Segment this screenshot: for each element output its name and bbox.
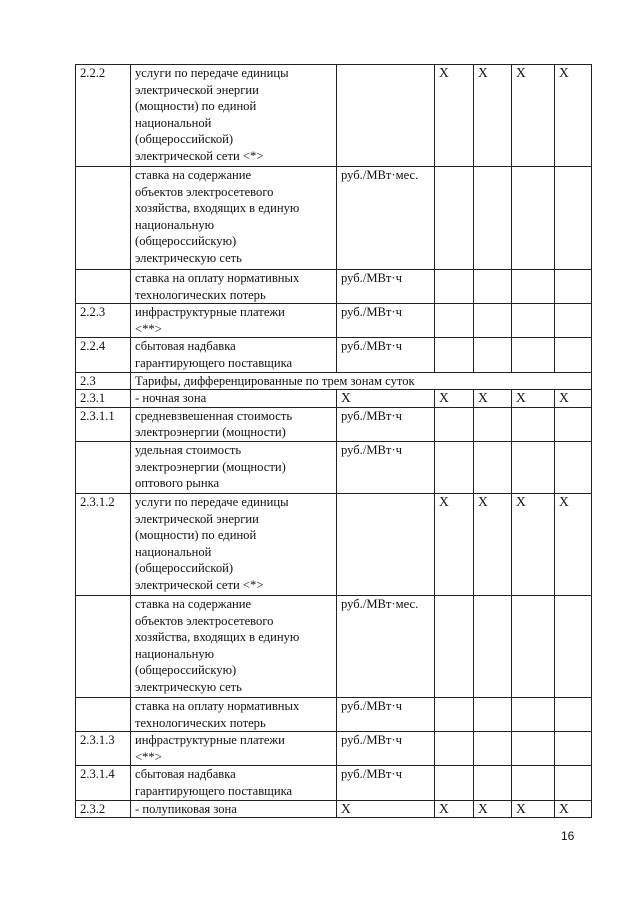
row-code: 2.2.4 <box>76 338 131 372</box>
value-cell <box>555 441 592 493</box>
value-cell: X <box>435 800 474 818</box>
row-unit: руб./МВт·ч <box>337 441 435 493</box>
table-row <box>76 493 592 595</box>
row-code <box>76 167 131 270</box>
table-row <box>76 304 592 338</box>
row-unit: руб./МВт·ч <box>337 407 435 441</box>
table-row <box>76 766 592 800</box>
tariff-table <box>75 64 592 818</box>
row-unit: руб./МВт·ч <box>337 270 435 304</box>
row-name: ставка на оплату нормативных технологических потерь <box>131 270 337 304</box>
value-cell <box>435 338 474 372</box>
row-unit: руб./МВт·ч <box>337 697 435 731</box>
row-code: 2.2.2 <box>76 65 131 167</box>
value-cell <box>555 270 592 304</box>
value-cell: X <box>435 390 474 408</box>
value-cell <box>512 441 555 493</box>
value-cell: X <box>555 65 592 167</box>
table-row <box>76 697 592 731</box>
row-code: 2.3.2 <box>76 800 131 818</box>
tariff-table-body <box>76 65 592 818</box>
value-cell <box>555 167 592 270</box>
value-cell <box>555 595 592 697</box>
row-code: 2.2.3 <box>76 304 131 338</box>
value-cell <box>555 697 592 731</box>
value-cell <box>512 304 555 338</box>
value-cell <box>435 697 474 731</box>
value-cell <box>435 407 474 441</box>
row-name: - полупиковая зона <box>131 800 337 818</box>
value-cell <box>474 338 512 372</box>
table-row <box>76 441 592 493</box>
row-name: сбытовая надбавка гарантирующего поставщика <box>131 766 337 800</box>
value-cell <box>435 304 474 338</box>
row-unit: руб./МВт·ч <box>337 304 435 338</box>
row-name: услуги по передаче единицы электрической энергии (мощности) по единой национальной (общероссийской) электрической сети <*> <box>131 65 337 167</box>
row-name: - ночная зона <box>131 390 337 408</box>
value-cell <box>435 766 474 800</box>
row-unit: руб./МВт·ч <box>337 766 435 800</box>
row-code <box>76 697 131 731</box>
value-cell: X <box>512 65 555 167</box>
table-row <box>76 800 592 818</box>
row-unit: X <box>337 800 435 818</box>
row-unit: руб./МВт·мес. <box>337 595 435 697</box>
row-unit: руб./МВт·ч <box>337 338 435 372</box>
row-name: инфраструктурные платежи <**> <box>131 304 337 338</box>
table-row <box>76 732 592 766</box>
value-cell <box>512 766 555 800</box>
value-cell <box>512 595 555 697</box>
row-name: инфраструктурные платежи <**> <box>131 732 337 766</box>
value-cell <box>435 270 474 304</box>
value-cell <box>555 304 592 338</box>
value-cell <box>435 595 474 697</box>
value-cell: X <box>435 65 474 167</box>
row-name: ставка на содержание объектов электросетевого хозяйства, входящих в единую национальную (общероссийскую) электрическую сеть <box>131 595 337 697</box>
table-row <box>76 407 592 441</box>
value-cell: X <box>555 493 592 595</box>
value-cell <box>474 304 512 338</box>
row-unit: руб./МВт·ч <box>337 732 435 766</box>
value-cell <box>435 732 474 766</box>
value-cell <box>435 441 474 493</box>
value-cell: X <box>555 390 592 408</box>
value-cell <box>474 441 512 493</box>
value-cell: X <box>512 800 555 818</box>
row-name: сбытовая надбавка гарантирующего поставщика <box>131 338 337 372</box>
value-cell <box>512 697 555 731</box>
value-cell: X <box>512 390 555 408</box>
value-cell <box>474 697 512 731</box>
section-title: Тарифы, дифференцированные по трем зонам суток <box>131 372 592 390</box>
value-cell <box>555 732 592 766</box>
page-number: 16 <box>561 829 575 843</box>
value-cell <box>555 338 592 372</box>
value-cell <box>512 270 555 304</box>
row-name: ставка на содержание объектов электросетевого хозяйства, входящих в единую национальную (общероссийскую) электрическую сеть <box>131 167 337 270</box>
value-cell <box>474 270 512 304</box>
value-cell: X <box>435 493 474 595</box>
value-cell: X <box>474 65 512 167</box>
value-cell: X <box>555 800 592 818</box>
row-name: средневзвешенная стоимость электроэнергии (мощности) <box>131 407 337 441</box>
value-cell <box>474 407 512 441</box>
row-name: услуги по передаче единицы электрической энергии (мощности) по единой национальной (общероссийской) электрической сети <*> <box>131 493 337 595</box>
value-cell: X <box>474 390 512 408</box>
table-row <box>76 65 592 167</box>
table-row <box>76 270 592 304</box>
value-cell: X <box>512 493 555 595</box>
row-code <box>76 441 131 493</box>
row-unit <box>337 493 435 595</box>
table-row <box>76 372 592 390</box>
row-code: 2.3.1.2 <box>76 493 131 595</box>
row-code <box>76 270 131 304</box>
value-cell <box>555 766 592 800</box>
value-cell <box>474 732 512 766</box>
row-name: ставка на оплату нормативных технологических потерь <box>131 697 337 731</box>
row-code: 2.3.1.3 <box>76 732 131 766</box>
value-cell: X <box>474 800 512 818</box>
row-code: 2.3 <box>76 372 131 390</box>
value-cell <box>512 338 555 372</box>
row-unit: X <box>337 390 435 408</box>
value-cell <box>474 595 512 697</box>
row-unit: руб./МВт·мес. <box>337 167 435 270</box>
value-cell <box>435 167 474 270</box>
table-row <box>76 390 592 408</box>
value-cell: X <box>474 493 512 595</box>
table-row <box>76 595 592 697</box>
value-cell <box>512 732 555 766</box>
row-code: 2.3.1.4 <box>76 766 131 800</box>
value-cell <box>474 766 512 800</box>
row-unit <box>337 65 435 167</box>
table-row <box>76 338 592 372</box>
row-name: удельная стоимость электроэнергии (мощности) оптового рынка <box>131 441 337 493</box>
value-cell <box>555 407 592 441</box>
row-code: 2.3.1 <box>76 390 131 408</box>
row-code: 2.3.1.1 <box>76 407 131 441</box>
row-code <box>76 595 131 697</box>
value-cell <box>512 167 555 270</box>
value-cell <box>512 407 555 441</box>
table-row <box>76 167 592 270</box>
value-cell <box>474 167 512 270</box>
